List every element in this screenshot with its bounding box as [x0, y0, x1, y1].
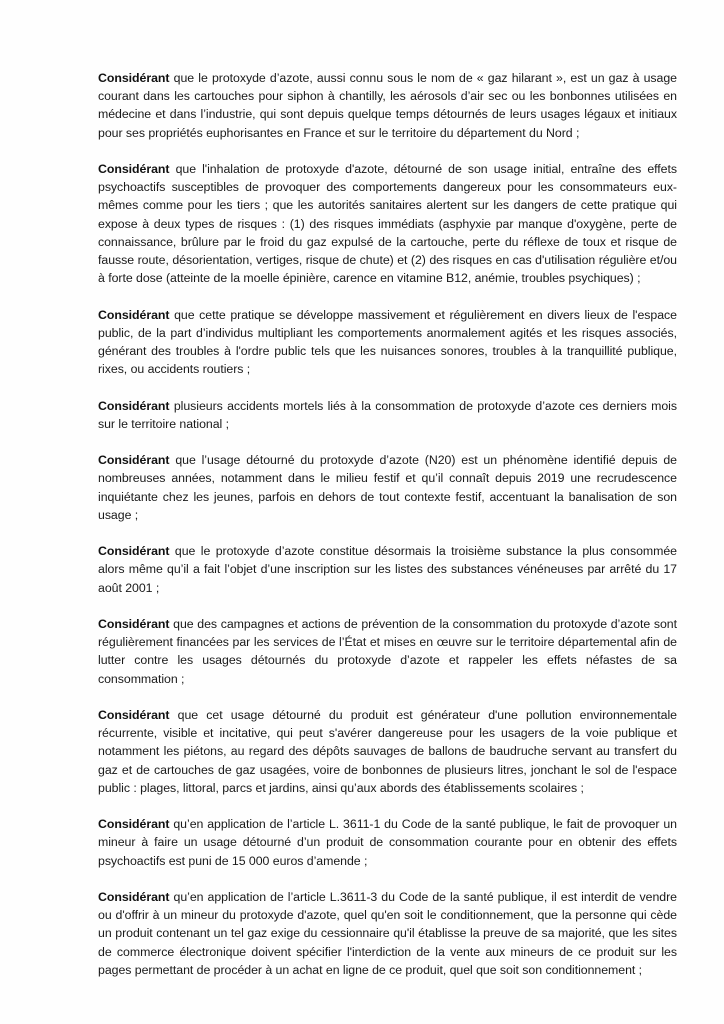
- paragraph-text: que cet usage détourné du produit est générateur d'une pollution environnementale récurrente, visible et incitative, qui peut s'avérer dangereuse pour les usagers de la voie publique et notamment les piétons, au regard des dépôts sauvages de ballons de baudruche servant au transfert du gaz et de cartouches de gaz usagées, voire de bonbonnes de plusieurs litres, jonchant le sol de l'espace public : plages, littoral, parcs et jardins, ainsi qu’aux abords des établissements scolaires ;: [98, 708, 677, 795]
- paragraph-lead: Considérant: [98, 453, 170, 468]
- paragraph-lead: Considérant: [98, 544, 170, 559]
- considerant-paragraph-5: [98, 451, 677, 524]
- document-body: [98, 69, 677, 997]
- considerant-paragraph-4: [98, 397, 677, 433]
- considerant-paragraph-3: [98, 306, 677, 379]
- paragraph-lead: Considérant: [98, 71, 170, 85]
- paragraph-lead: Considérant: [98, 398, 170, 413]
- considerant-paragraph-10: [98, 888, 677, 979]
- considerant-paragraph-7: [98, 615, 677, 688]
- considerant-paragraph-1: [98, 69, 677, 142]
- considerant-paragraph-6: [98, 542, 677, 597]
- paragraph-lead: Considérant: [98, 617, 170, 631]
- paragraph-text: qu’en application de l’article L. 3611-1 du Code de la santé publique, le fait de provoquer un mineur à faire un usage détourné d’un produit de consommation courante pour en obtenir des effets psychoactifs est puni de 15 000 euros d’amende ;: [98, 817, 677, 868]
- paragraph-lead: Considérant: [98, 307, 170, 322]
- paragraph-lead: Considérant: [98, 162, 170, 176]
- paragraph-text: que le protoxyde d’azote, aussi connu sous le nom de « gaz hilarant », est un gaz à usage courant dans les cartouches pour siphon à chantilly, les aérosols d’air sec ou les bonbonnes utilisées en médecine et dans l’industrie, qui sont depuis quelque temps détournés de leurs usages légaux et initiaux pour ses propriétés euphorisantes en France et sur le territoire du département du Nord ;: [98, 71, 677, 140]
- paragraph-text: que le protoxyde d’azote constitue désormais la troisième substance la plus consommée alors même qu’il a fait l’objet d’une inscription sur les listes des substances vénéneuses par arrêté du 17 août 2001 ;: [98, 544, 677, 595]
- paragraph-text: que l’usage détourné du protoxyde d’azote (N20) est un phénomène identifié depuis de nombreuses années, notamment dans le milieu festif et qu’il connaît depuis 2019 une recrudescence inquiétante chez les jeunes, parfois en dehors de tout contexte festif, accentuant la banalisation de son usage ;: [98, 453, 677, 522]
- considerant-paragraph-9: [98, 815, 677, 870]
- paragraph-text: que cette pratique se développe massivement et régulièrement en divers lieux de l'espace public, de la part d’individus multipliant les comportements anormalement agités et les risques associés, générant des troubles à l'ordre public tels que les nuisances sonores, troubles à la tranquillité publique, rixes, ou accidents routiers ;: [98, 307, 677, 377]
- paragraph-text: qu’en application de l’article L.3611-3 du Code de la santé publique, il est interdit de vendre ou d'offrir à un mineur du protoxyde d'azote, quel qu'en soit le conditionnement, que la personne qui cède un produit contenant un tel gaz exige du cessionnaire qu'il établisse la preuve de sa majorité, que les sites de commerce électronique doivent spécifier l'interdiction de la vente aux mineurs de ce produit sur les pages permettant de procéder à un achat en ligne de ce produit, quel que soit son conditionnement ;: [98, 890, 677, 977]
- paragraph-text: que des campagnes et actions de prévention de la consommation du protoxyde d’azote sont régulièrement financées par les services de l’État et mises en œuvre sur le territoire départemental afin de lutter contre les usages détournés du protoxyde d’azote et rappeler les effets néfastes de sa consommation ;: [98, 617, 677, 686]
- considerant-paragraph-8: [98, 706, 677, 797]
- paragraph-lead: Considérant: [98, 817, 170, 832]
- paragraph-lead: Considérant: [98, 890, 170, 904]
- paragraph-text: plusieurs accidents mortels liés à la consommation de protoxyde d’azote ces derniers mois sur le territoire national ;: [98, 398, 677, 431]
- paragraph-text: que l'inhalation de protoxyde d'azote, détourné de son usage initial, entraîne des effets psychoactifs susceptibles de provoquer des comportements dangereux pour les consommateurs eux-mêmes comme pour les tiers ; que les autorités sanitaires alertent sur les dangers de cette pratique qui expose à deux types de risques : (1) des risques immédiats (asphyxie par manque d'oxygène, perte de connaissance, brûlure par le froid du gaz expulsé de la cartouche, perte du réflexe de toux et risque de fausse route, désorientation, vertiges, risque de chute) et (2) des risques en cas d'utilisation régulière et/ou à forte dose (atteinte de la moelle épinière, carence en vitamine B12, anémie, troubles psychiques) ;: [98, 162, 677, 286]
- paragraph-lead: Considérant: [98, 708, 170, 722]
- considerant-paragraph-2: [98, 160, 677, 287]
